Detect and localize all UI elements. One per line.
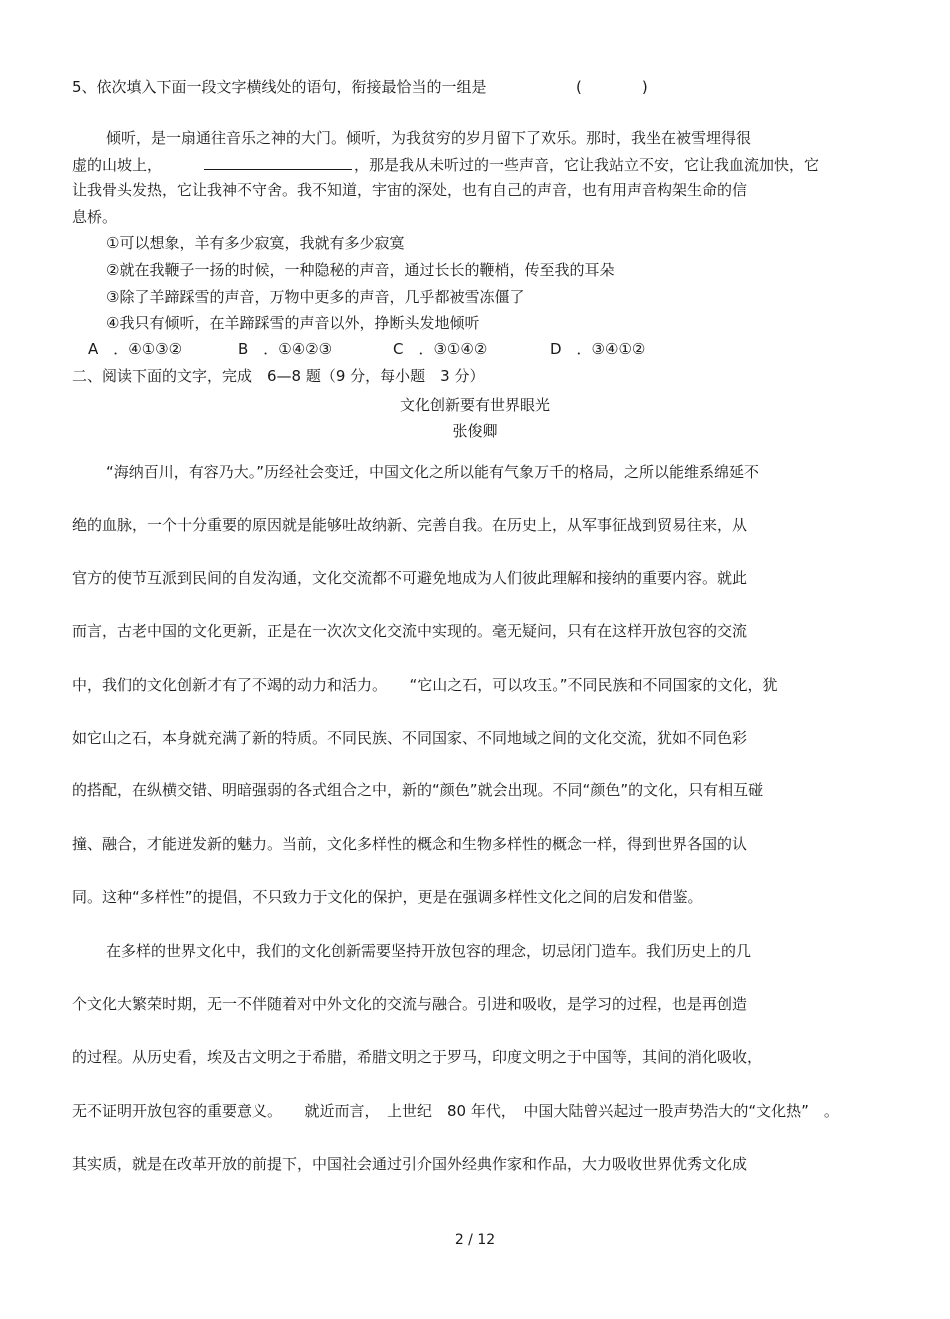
- article-line: “海纳百川，有容乃大。”历经社会变迁，中国文化之所以能有气象万千的格局，之所以能维系绵延不: [106, 463, 760, 481]
- article-line: 而言，古老中国的文化更新，正是在一次次文化交流中实现的。毫无疑问，只有在这样开放包容的交流: [72, 622, 748, 640]
- page-number: 2 / 12: [454, 1232, 496, 1248]
- passage-line-3: 让我骨头发热，它让我神不守舍。我不知道，宇宙的深处，也有自己的声音，也有用声音构架生命的信: [72, 181, 748, 199]
- article-line: 在多样的世界文化中，我们的文化创新需要坚持开放包容的理念，切忌闭门造车。我们历史上的几: [106, 942, 752, 960]
- choice-item-2: ②就在我鞭子一扬的时候，一种隐秘的声音，通过长长的鞭梢，传至我的耳朵: [106, 261, 615, 279]
- choice-item-3: ③除了羊蹄踩雪的声音，万物中更多的声音，几乎都被雪冻僵了: [106, 288, 525, 306]
- article-line: 同。这种“多样性”的提倡，不只致力于文化的保护，更是在强调多样性文化之间的启发和借鉴。: [72, 888, 703, 906]
- article-author: 张俊卿: [452, 422, 498, 440]
- article-line: 个文化大繁荣时期，无一不伴随着对中外文化的交流与融合。引进和吸收，是学习的过程，也是再创造: [72, 995, 748, 1013]
- option-c: C ．③①④②: [393, 340, 488, 358]
- article-title: 文化创新要有世界眼光: [399, 396, 550, 414]
- option-d: D ．③④①②: [550, 340, 646, 358]
- choice-item-4: ④我只有倾听，在羊蹄踩雪的声音以外，挣断头发地倾听: [106, 314, 480, 332]
- section-2-heading: 二、阅读下面的文字，完成 6—8 题（9 分，每小题 3 分）: [72, 367, 485, 385]
- article-line: 撞、融合，才能迸发新的魅力。当前，文化多样性的概念和生物多样性的概念一样，得到世界各国的认: [72, 835, 748, 853]
- fill-in-blank: [204, 154, 352, 170]
- passage-line-2: 虚的山坡上， ，那是我从未听过的一些声音，它让我站立不安，它让我血流加快，它: [72, 156, 820, 174]
- option-a: A ．④①③②: [88, 340, 183, 358]
- article-line: 官方的使节互派到民间的自发沟通，文化交流都不可避免地成为人们彼此理解和接纳的重要内容。就此: [72, 569, 748, 587]
- passage-line-1: 倾听，是一扇通往音乐之神的大门。倾听，为我贫穷的岁月留下了欢乐。那时，我坐在被雪埋得很: [106, 129, 752, 147]
- option-b: B ．①④②③: [238, 340, 333, 358]
- article-line: 的搭配，在纵横交错、明暗强弱的各式组合之中，新的“颜色”就会出现。不同“颜色”的文化，只有相互碰: [72, 781, 764, 799]
- article-line: 的过程。从历史看，埃及古文明之于希腊，希腊文明之于罗马，印度文明之于中国等，其间的消化吸收，: [72, 1048, 763, 1066]
- answer-bracket: ( ): [576, 78, 648, 96]
- question-5-stem: 5、依次填入下面一段文字横线处的语句，衔接最恰当的一组是: [72, 78, 487, 96]
- article-line: 无不证明开放包容的重要意义。 就近而言， 上世纪 80 年代， 中国大陆曾兴起过一股声势浩大的“文化热” 。: [72, 1102, 839, 1120]
- article-line: 中，我们的文化创新才有了不竭的动力和活力。 “它山之石，可以攻玉。”不同民族和不同国家的文化，犹: [72, 676, 778, 694]
- article-line: 如它山之石，本身就充满了新的特质。不同民族、不同国家、不同地域之间的文化交流，犹如不同色彩: [72, 729, 748, 747]
- passage-line-4: 息桥。: [72, 208, 118, 226]
- article-line: 其实质，就是在改革开放的前提下，中国社会通过引介国外经典作家和作品，大力吸收世界优秀文化成: [72, 1155, 748, 1173]
- article-line: 绝的血脉，一个十分重要的原因就是能够吐故纳新、完善自我。在历史上，从军事征战到贸易往来，从: [72, 516, 748, 534]
- choice-item-1: ①可以想象，羊有多少寂寞，我就有多少寂寞: [106, 234, 405, 252]
